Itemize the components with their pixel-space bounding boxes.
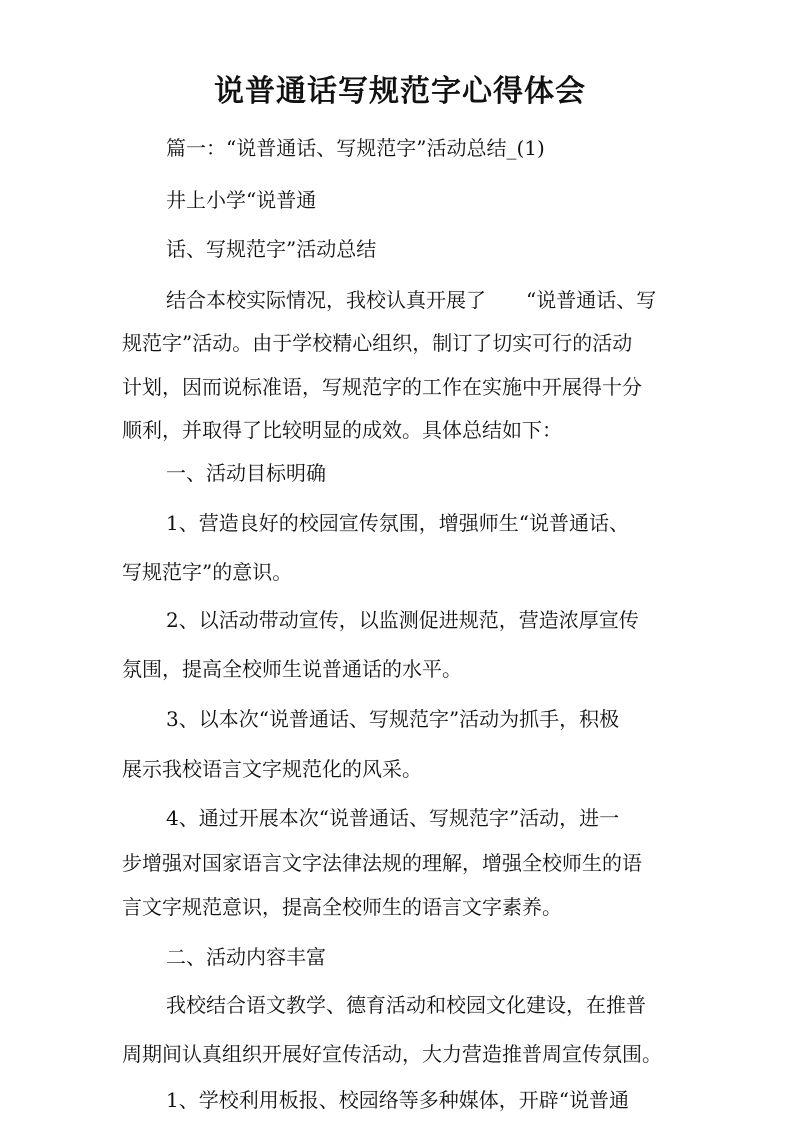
paragraph-line: 3、以本次“说普通话、写规范字”活动为抓手，积极 [166,707,620,731]
paragraph-line: 规范字”活动。由于学校精心组织，制订了切实可行的活动 [122,331,633,355]
paragraph-line: 4、通过开展本次“说普通话、写规范字”活动，进一 [166,806,620,830]
document-title: 说普通话写规范字心得体会 [214,74,586,109]
paragraph-line: 展示我校语言文字规范化的风采。 [122,757,422,781]
paragraph-line: 计划，因而说标准语，写规范字的工作在实施中开展得十分 [122,375,642,399]
paragraph-line: 我校结合语文教学、德育活动和校园文化建设，在推普 [166,993,646,1017]
paragraph-line: 氛围，提高全校师生说普通话的水平。 [122,657,462,681]
paragraph-line: 1、学校利用板报、校园络等多种媒体，开辟“说普通 [166,1088,629,1112]
paragraph-line: 言文字规范意识，提高全校师生的语言文字素养。 [122,895,562,919]
paragraph-line: 步增强对国家语言文字法律法规的理解，增强全校师生的语 [122,851,642,875]
section-heading: 篇一：“说普通话、写规范字”活动总结_(1) [166,136,545,160]
paragraph-line: 井上小学“说普通 [166,188,317,212]
paragraph-line: 结合本校实际情况，我校认真开展了 “说普通话、写 [166,288,657,312]
section-heading: 二、活动内容丰富 [166,945,326,969]
paragraph-line: 写规范字”的意识。 [122,560,293,584]
paragraph-line: 顺利，并取得了比较明显的成效。具体总结如下： [122,418,562,442]
paragraph-line: 1、营造良好的校园宣传氛围，增强师生“说普通话、 [166,511,629,535]
paragraph-line: 周期间认真组织开展好宣传活动，大力营造推普周宣传氛围。 [122,1042,662,1066]
paragraph-line: 话、写规范字”活动总结 [166,237,377,261]
section-heading: 一、活动目标明确 [166,461,326,485]
paragraph-line: 2、以活动带动宣传，以监测促进规范，营造浓厚宣传 [166,608,639,632]
